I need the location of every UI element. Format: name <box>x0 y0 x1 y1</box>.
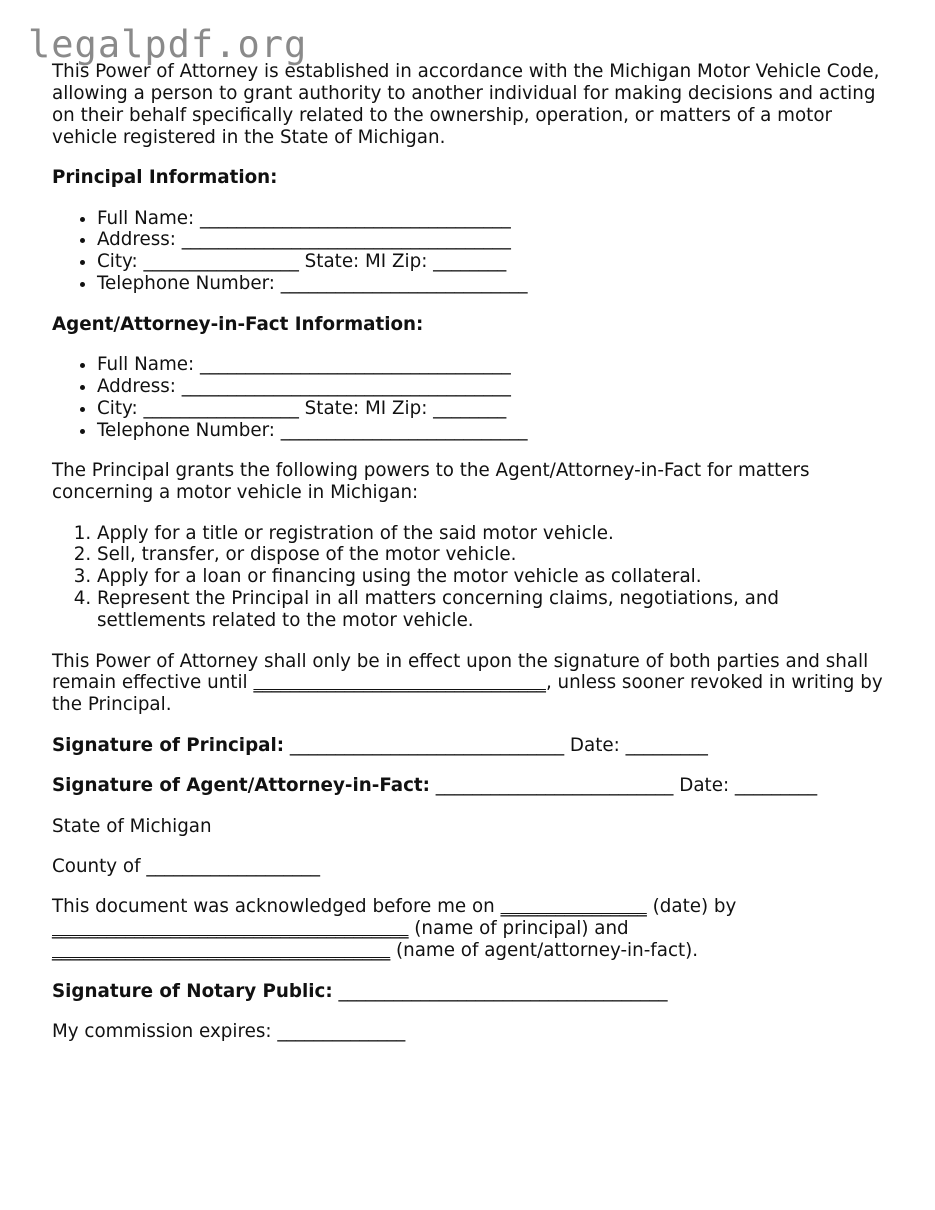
notary-signature-row <box>52 981 892 1003</box>
intro-paragraph: This Power of Attorney is established in accordance with the Michigan Motor Vehicle Code, allowing a person to grant authority to another individual for making decisions and acting on their behalf specifically related to the ownership, operation, or matters of a motor vehicle registered in the State of Michigan. <box>52 61 880 148</box>
agent-telephone-field[interactable]: • Telephone Number: ___________________________ <box>97 420 892 442</box>
ack-text: (name of principal) and <box>408 918 629 940</box>
agent-full-name-field[interactable]: • Full Name: __________________________________ <box>97 354 892 376</box>
effect-text-after: , unless sooner revoked in writing by the Principal. <box>52 672 883 716</box>
principal-address-field[interactable]: • Address: ____________________________________ <box>97 229 892 251</box>
agent-signature-line[interactable]: __________________________ Date: _________ <box>429 775 818 797</box>
ack-text: This document was acknowledged before me on <box>52 896 501 918</box>
power-item: 4. Represent the Principal in all matters concerning claims, negotiations, and settlements related to the motor vehicle. <box>97 588 892 632</box>
agent-heading: Agent/Attorney-in-Fact Information: <box>52 313 424 335</box>
principal-signature-label: Signature of Principal: <box>52 734 285 756</box>
power-item: 1. Apply for a title or registration of the said motor vehicle. <box>97 523 892 545</box>
state-line: State of Michigan <box>52 815 212 837</box>
agent-fields <box>52 354 892 442</box>
ack-agent-name-blank[interactable]: _____________________________________ <box>52 940 391 962</box>
principal-fields <box>52 208 892 296</box>
principal-signature-row <box>52 735 892 757</box>
principal-heading: Principal Information: <box>52 167 278 189</box>
principal-signature-line[interactable]: ______________________________ Date: _________ <box>284 734 708 756</box>
grant-paragraph: The Principal grants the following powers to the Agent/Attorney-in-Fact for matters concerning a motor vehicle in Michigan: <box>52 460 810 504</box>
agent-signature-row <box>52 775 892 797</box>
ack-date-blank[interactable]: ________________ <box>500 896 647 918</box>
ack-text: (name of agent/attorney-in-fact). <box>390 940 699 962</box>
ack-principal-name-blank[interactable]: _______________________________________ <box>52 918 409 940</box>
agent-signature-label: Signature of Agent/Attorney-in-Fact: <box>52 775 430 797</box>
document-body <box>52 61 892 1061</box>
principal-telephone-field[interactable]: • Telephone Number: ___________________________ <box>97 273 892 295</box>
power-item: 3. Apply for a loan or financing using the motor vehicle as collateral. <box>97 566 892 588</box>
ack-text: (date) by <box>646 896 737 918</box>
acknowledgment-paragraph <box>52 896 892 962</box>
power-item: 2. Sell, transfer, or dispose of the motor vehicle. <box>97 544 892 566</box>
principal-city-state-zip-field[interactable]: • City: _________________ State: MI Zip: ________ <box>97 251 892 273</box>
agent-city-state-zip-field[interactable]: • City: _________________ State: MI Zip: ________ <box>97 398 892 420</box>
county-field[interactable]: County of ___________________ <box>52 855 321 877</box>
agent-address-field[interactable]: • Address: ____________________________________ <box>97 376 892 398</box>
effect-paragraph <box>52 651 892 717</box>
notary-signature-label: Signature of Notary Public: <box>52 980 333 1002</box>
effect-text-before: This Power of Attorney shall only be in effect upon the signature of both parties and shall remain effective until <box>52 650 869 694</box>
watermark-logo: legalpdf.org <box>28 23 308 66</box>
notary-signature-line[interactable]: ____________________________________ <box>332 980 668 1002</box>
effective-until-blank[interactable]: ________________________________ <box>253 672 546 694</box>
powers-list <box>52 523 892 633</box>
principal-full-name-field[interactable]: • Full Name: __________________________________ <box>97 208 892 230</box>
commission-expires-field[interactable]: My commission expires: ______________ <box>52 1021 406 1042</box>
